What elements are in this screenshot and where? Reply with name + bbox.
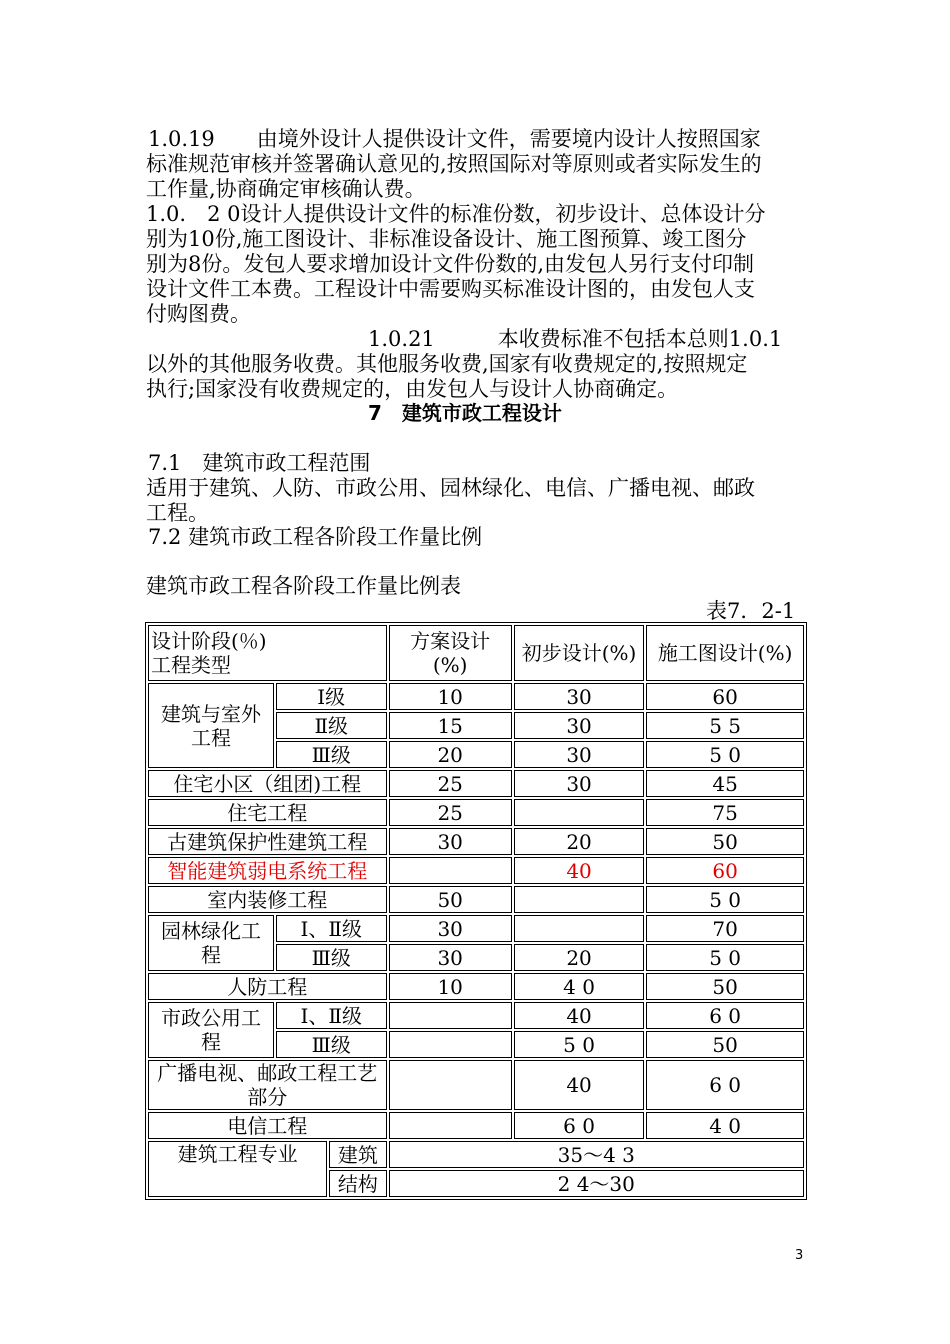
value-cell: 50 — [646, 973, 804, 1000]
value-cell: 5 5 — [646, 712, 804, 739]
value-cell: 5 0 — [646, 886, 804, 913]
row-label-broadcast-postal: 广播电视、邮政工程工艺部分 — [148, 1060, 387, 1110]
header-stage-type-cell — [148, 625, 387, 681]
section-7-2-title: 7.2 建筑市政工程各阶段工作量比例 — [148, 525, 483, 549]
row-label-smart-building: 智能建筑弱电系统工程 — [148, 857, 387, 884]
clause-1-0-20-line-5: 付购图费。 — [146, 302, 251, 326]
clause-1-0-19-line-3: 工作量,协商确定审核确认费。 — [146, 177, 426, 201]
clause-1-0-20-line-3: 别为8份。发包人要求增加设计文件份数的,由发包人另行支付印制 — [146, 252, 755, 276]
grade-label: Ⅰ、Ⅱ级 — [276, 1002, 387, 1029]
value-cell: 5 0 — [514, 1031, 644, 1058]
value-cell: 4 0 — [514, 973, 644, 1000]
table-row — [148, 683, 804, 710]
specialty-label-architecture: 建筑 — [329, 1141, 386, 1168]
value-cell: 30 — [389, 828, 512, 855]
clause-1-0-21-line-1: 1.0.21 本收费标准不包括本总则1.0.1 — [368, 327, 783, 351]
grade-label: Ⅱ级 — [276, 712, 387, 739]
clause-1-0-20-line-2: 别为10份,施工图设计、非标准设备设计、施工图预算、竣工图分 — [146, 227, 747, 251]
value-cell: 10 — [389, 683, 512, 710]
header-stage-label: 设计阶段(％) — [151, 629, 267, 653]
value-cell: 6 0 — [514, 1112, 644, 1139]
value-cell: 60 — [646, 857, 804, 884]
clause-1-0-20-line-4: 设计文件工本费。工程设计中需要购买标准设计图的，由发包人支 — [146, 277, 755, 301]
table-row — [148, 915, 804, 942]
value-cell: 50 — [646, 1031, 804, 1058]
value-cell — [389, 1112, 512, 1139]
row-label-telecom: 电信工程 — [148, 1112, 387, 1139]
value-cell: 40 — [514, 1002, 644, 1029]
value-cell: 30 — [514, 712, 644, 739]
table-row — [148, 1141, 804, 1168]
grade-label: Ⅲ级 — [276, 944, 387, 971]
table-row — [148, 770, 804, 797]
value-cell: 6 0 — [646, 1060, 804, 1110]
value-cell: 20 — [389, 741, 512, 768]
table-row — [148, 973, 804, 1000]
clause-1-0-19-line-1: 1.0.19 由境外设计人提供设计文件，需要境内设计人按照国家 — [148, 127, 761, 151]
value-cell: 25 — [389, 799, 512, 826]
clause-1-0-21-line-3: 执行;国家没有收费规定的，由发包人与设计人协商确定。 — [146, 377, 679, 401]
value-cell: 50 — [646, 828, 804, 855]
section-7-title: 7 建筑市政工程设计 — [368, 401, 562, 425]
value-cell: 5 0 — [646, 741, 804, 768]
value-cell: 75 — [646, 799, 804, 826]
value-cell: 30 — [514, 683, 644, 710]
value-cell — [389, 1031, 512, 1058]
work-ratio-table — [145, 622, 807, 1200]
value-cell: 6 0 — [646, 1002, 804, 1029]
header-type-label: 工程类型 — [151, 653, 231, 677]
value-cell: 30 — [389, 944, 512, 971]
header-preliminary-design: 初步设计(%) — [514, 625, 644, 681]
row-label-residential: 住宅工程 — [148, 799, 387, 826]
grade-label: Ⅲ级 — [276, 741, 387, 768]
value-cell — [514, 886, 644, 913]
table-row — [148, 799, 804, 826]
row-label-ancient-building: 古建筑保护性建筑工程 — [148, 828, 387, 855]
section-7-1-body-line-1: 适用于建筑、人防、市政公用、园林绿化、电信、广播电视、邮政 — [146, 476, 755, 500]
value-cell — [389, 857, 512, 884]
table-number: 表7．2-1 — [706, 599, 796, 623]
header-scheme-design: 方案设计(%) — [389, 625, 512, 681]
table-row — [148, 1112, 804, 1139]
value-cell: 25 — [389, 770, 512, 797]
value-cell: 15 — [389, 712, 512, 739]
value-cell — [389, 1060, 512, 1110]
table-row — [148, 1002, 804, 1029]
value-cell: 60 — [646, 683, 804, 710]
table-row — [148, 857, 804, 884]
value-cell — [389, 1002, 512, 1029]
value-cell: 30 — [514, 770, 644, 797]
clause-1-0-20-line-1: 1.0. 2 0设计人提供设计文件的标准份数，初步设计、总体设计分 — [146, 202, 766, 226]
specialty-label-structure: 结构 — [329, 1170, 386, 1197]
grade-label: Ⅰ、Ⅱ级 — [276, 915, 387, 942]
value-cell: 4 0 — [646, 1112, 804, 1139]
row-label-interior: 室内装修工程 — [148, 886, 387, 913]
table-row — [148, 886, 804, 913]
table-header-row — [148, 625, 804, 681]
value-cell: 40 — [514, 1060, 644, 1110]
clause-1-0-21-line-2: 以外的其他服务收费。其他服务收费,国家有收费规定的,按照规定 — [146, 352, 748, 376]
row-label-building-specialty: 建筑工程专业 — [148, 1141, 327, 1197]
header-construction-design: 施工图设计(%) — [646, 625, 804, 681]
grade-label: Ⅰ级 — [276, 683, 387, 710]
row-label-landscape: 园林绿化工程 — [148, 915, 274, 971]
value-cell — [514, 915, 644, 942]
grade-label: Ⅲ级 — [276, 1031, 387, 1058]
value-cell: 30 — [514, 741, 644, 768]
table-row — [148, 828, 804, 855]
value-cell: 45 — [646, 770, 804, 797]
page-number: 3 — [795, 1248, 804, 1263]
table-caption: 建筑市政工程各阶段工作量比例表 — [146, 574, 461, 598]
row-label-building-outdoor: 建筑与室外工程 — [148, 683, 274, 768]
row-label-municipal: 市政公用工程 — [148, 1002, 274, 1058]
section-7-1-body-line-2: 工程。 — [146, 501, 209, 525]
value-cell: 30 — [389, 915, 512, 942]
row-label-residential-district: 住宅小区（组团)工程 — [148, 770, 387, 797]
value-cell — [514, 799, 644, 826]
value-cell: 20 — [514, 944, 644, 971]
value-cell: 40 — [514, 857, 644, 884]
value-cell: 50 — [389, 886, 512, 913]
range-architecture: 35～4 3 — [389, 1141, 804, 1168]
value-cell: 5 0 — [646, 944, 804, 971]
section-7-1-title: 7.1 建筑市政工程范围 — [148, 451, 371, 475]
value-cell: 10 — [389, 973, 512, 1000]
value-cell: 70 — [646, 915, 804, 942]
value-cell: 20 — [514, 828, 644, 855]
table-row — [148, 1060, 804, 1110]
row-label-civil-defense: 人防工程 — [148, 973, 387, 1000]
clause-1-0-19-line-2: 标准规范审核并签署确认意见的,按照国际对等原则或者实际发生的 — [146, 152, 762, 176]
range-structure: 2 4～30 — [389, 1170, 804, 1197]
